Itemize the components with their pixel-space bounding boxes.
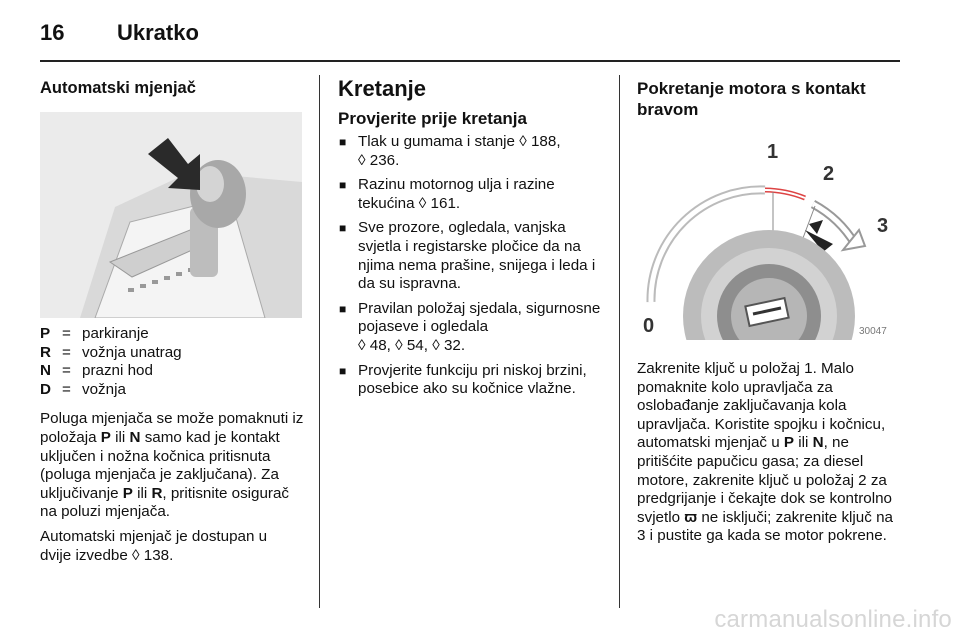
list-item: ■ Pravilan položaj sjedala, sigurnosne pojaseve i ogledala ◊ 48, ◊ 54, ◊ 32.: [338, 300, 606, 356]
page-reference: 138.: [143, 546, 174, 564]
watermark: carmanualsonline.info: [714, 606, 952, 633]
column-divider-left: [319, 75, 320, 608]
legend-item: N = prazni hod: [40, 362, 153, 380]
list-item: ■ Provjerite funkciju pri niskoj brzini, posebice ako su kočnice vlažne.: [338, 362, 606, 399]
figure-label-3: 3: [877, 215, 889, 237]
left-column: [40, 78, 308, 565]
section-heading-gearbox: Automatski mjenjač: [40, 79, 196, 97]
page-ref-icon: ◊: [132, 546, 140, 564]
section-heading-ignition: Pokretanje motora s kontakt bravom: [637, 79, 866, 119]
list-item: ■ Razinu motornog ulja i razine tekućina ◊ 161.: [338, 176, 606, 213]
column-divider-right: [619, 75, 620, 608]
section-heading-driving: Kretanje: [338, 76, 427, 101]
legend-item: P = parkiranje: [40, 325, 149, 342]
ignition-switch-figure: [637, 134, 899, 340]
legend-item: R = vožnja unatrag: [40, 343, 182, 361]
ignition-switch-illustration: [637, 134, 899, 340]
page-number: 16: [40, 20, 65, 45]
header-rule: [40, 60, 900, 62]
middle-column: [338, 76, 606, 405]
checklist: [338, 133, 606, 399]
list-item: ■ Sve prozore, ogledala, vanjska svjetla i registarske pločice da na njima nema prašine, snijega i leda i da su ispravna.: [338, 219, 606, 293]
figure-label-0: 0: [643, 315, 655, 337]
gear-shifter-figure: [40, 112, 302, 318]
page-ref-icon: ◊: [418, 194, 427, 212]
ignition-paragraph: Zakrenite ključ u položaj 1. Malo pomaknite kolo upravljača za oslobađanje zaključavanja kola upravljača. Koristite spojku i kočnicu, automatski mjenjač u P ili N, ne pritišćite papučicu gasa; za diesel motore, zakrenite ključ u položaj 2 za predgrijanje i čekajte dok se kontrolno svjetlo ϖ ne isključi; zakrenite ključ na 3 i pustite ga kada se motor pokrene.: [637, 360, 893, 545]
gearbox-variants-paragraph: Automatski mjenjač je dostupan u dvije izvedbe ◊ 138.: [40, 527, 268, 564]
figure-code: 30047: [859, 326, 887, 337]
gear-legend: [40, 325, 308, 399]
figure-label-1: 1: [767, 141, 779, 163]
glow-plug-icon: ϖ: [684, 508, 698, 526]
page-ref-icon: ◊: [519, 133, 527, 150]
list-item: ■ Tlak u gumama i stanje ◊ 188, ◊ 236.: [338, 133, 606, 170]
right-column: [637, 78, 905, 546]
gearbox-paragraph: Poluga mjenjača se može pomaknuti iz položaja P ili N samo kad je kontakt uključen i nožna kočnica pritisnuta (poluga mjenjača je zaključana). Za uključivanje P ili R, pritisnite osigurač na poluzi mjenjača.: [40, 410, 304, 521]
figure-label-2: 2: [823, 163, 835, 185]
page-ref-icon: ◊: [358, 151, 366, 169]
page-ref-icon: ◊: [432, 336, 440, 354]
legend-item: D = vožnja: [40, 380, 126, 398]
page-title: Ukratko: [117, 20, 199, 45]
page-ref-icon: ◊: [358, 336, 366, 354]
gear-shifter-illustration: [40, 112, 302, 318]
subheading-checks: Provjerite prije kretanja: [338, 109, 527, 128]
page-ref-icon: ◊: [395, 336, 403, 354]
